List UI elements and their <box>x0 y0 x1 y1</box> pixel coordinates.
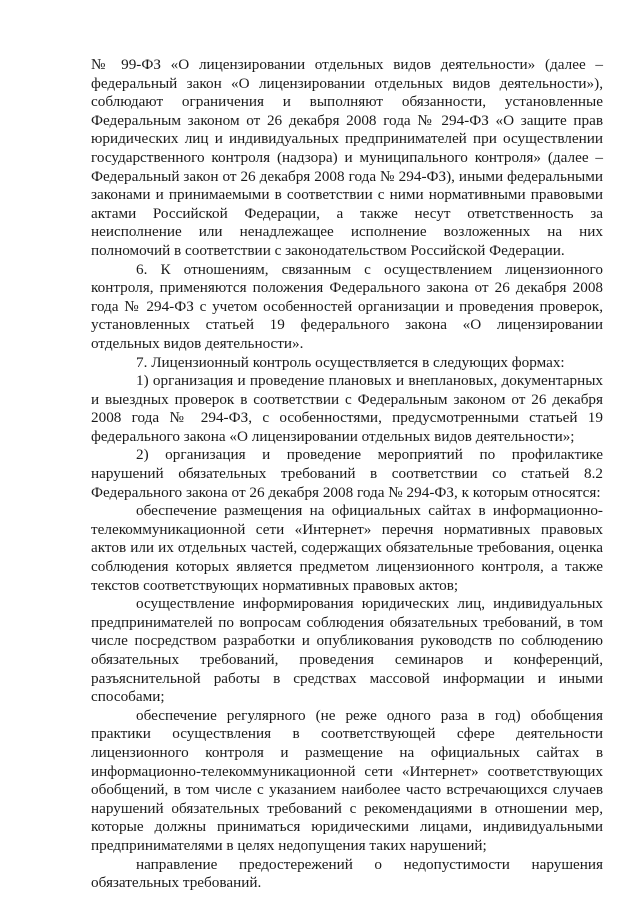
paragraph-warnings: направление предостережений о недопустимости нарушения обязательных требований. <box>91 855 603 892</box>
paragraph-item-7-2: 2) организация и проведение мероприятий по профилактике нарушений обязательных требований в соответствии со статьей 8.2 Федерального закона от 26 декабря 2008 года № 294-ФЗ, к которым относятся: <box>91 446 603 501</box>
paragraph-item-7: 7. Лицензионный контроль осуществляется в следующих формах: <box>136 353 565 371</box>
document-page <box>91 56 603 893</box>
paragraph-publication: обеспечение размещения на официальных сайтах в информационно-телекоммуникационной сети «Интернет» перечня нормативных правовых актов или их отдельных частей, содержащих обязательные требования, оценка соблюдения которых является предметом лицензионного контроля, а также текстов соответствующих нормативных правовых актов; <box>91 502 603 594</box>
paragraph-informing: осуществление информирования юридических лиц, индивидуальных предпринимателей по вопросам соблюдения обязательных требований, в том числе посредством разработки и опубликования руководств по соблюдению обязательных требований, проведения семинаров и конференций, разъяснительной работы в средствах массовой информации и иными способами; <box>91 595 603 706</box>
paragraph-item-7-1: 1) организация и проведение плановых и внеплановых, документарных и выездных проверок в соответствии с Федеральным законом от 26 декабря 2008 года № 294-ФЗ, с особенностями, предусмотренными статьей 19 федерального закона «О лицензировании отдельных видов деятельности»; <box>91 372 603 445</box>
paragraph-continuation: № 99-ФЗ «О лицензировании отдельных видов деятельности» (далее – федеральный закон «О лицензировании отдельных видов деятельности»), соблюдают ограничения и выполняют обязанности, установленные Федеральным законом от 26 декабря 2008 года № 294-ФЗ «О защите прав юридических лиц и индивидуальных предпринимателей при осуществлении государственного контроля (надзора) и муниципального контроля» (далее – Федеральный закон от 26 декабря 2008 года № 294-ФЗ), иными федеральными законами и принимаемыми в соответствии с ними нормативными правовыми актами Российской Федерации, а также несут ответственность за неисполнение или ненадлежащее исполнение возложенных на них полномочий в соответствии с законодательством Российской Федерации. <box>91 56 603 259</box>
paragraph-item-6: 6. К отношениям, связанным с осуществлением лицензионного контроля, применяются положения Федерального закона от 26 декабря 2008 года № 294-ФЗ с учетом особенностей организации и проведения проверок, установленных статьей 19 федерального закона «О лицензировании отдельных видов деятельности». <box>91 260 603 352</box>
paragraph-generalization: обеспечение регулярного (не реже одного раза в год) обобщения практики осуществления в соответствующей сфере деятельности лицензионного контроля и размещение на официальных сайтах в информационно-телекоммуникационной сети «Интернет» соответствующих обобщений, в том числе с указанием наиболее часто встречающихся случаев нарушений обязательных требований с рекомендациями в отношении мер, которые должны приниматься юридическими лицами, индивидуальными предпринимателями в целях недопущения таких нарушений; <box>91 706 603 854</box>
